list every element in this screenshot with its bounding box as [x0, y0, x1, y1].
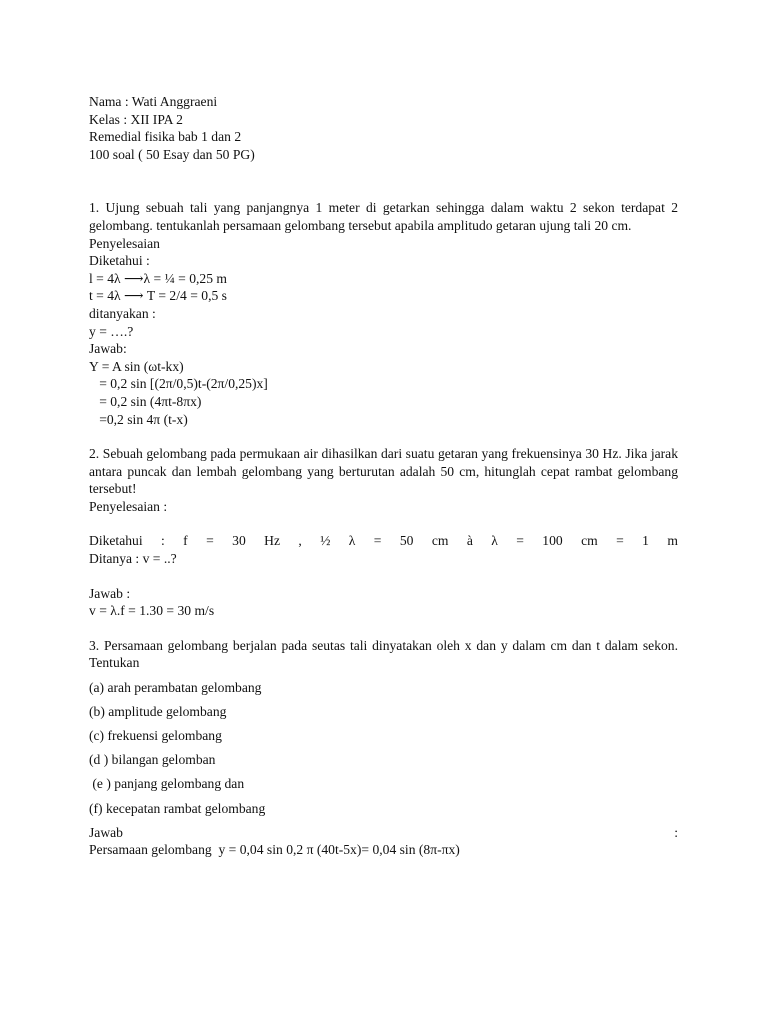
q3-option-a: (a) arah perambatan gelombang	[89, 680, 262, 696]
q2-ditanya: Ditanya : v = ..?	[89, 551, 177, 567]
q1-equation-3: = 0,2 sin (4πt-8πx)	[89, 393, 202, 409]
q1-unknown: y = ….?	[89, 323, 134, 339]
spacer	[89, 428, 678, 445]
q3-option-c: (c) frekuensi gelombang	[89, 728, 222, 744]
q1-jawab: Jawab:	[89, 341, 127, 357]
q1-equation-4: =0,2 sin 4π (t-x)	[89, 411, 188, 427]
q2-known-token: f	[183, 533, 188, 549]
q2-known-token: 100	[542, 533, 563, 549]
spacer	[89, 515, 678, 532]
question-count: 100 soal ( 50 Esay dan 50 PG)	[89, 146, 255, 162]
q2-known-token: 1	[642, 533, 649, 549]
q2-known-token: λ	[491, 533, 498, 549]
q2-known-token: m	[667, 533, 678, 549]
q2-known-token: λ	[348, 533, 356, 549]
q1-equation-1: Y = A sin (ωt-kx)	[89, 358, 184, 374]
q2-known-token: Hz	[264, 533, 280, 549]
q1-equation-2: = 0,2 sin [(2π/0,5)t-(2π/0,25)x]	[89, 376, 268, 392]
q2-known-token: cm	[431, 533, 449, 549]
q2-known-token: =	[373, 533, 382, 549]
q2-known-token: =	[516, 533, 524, 549]
q3-question: 3. Persamaan gelombang berjalan pada seutas tali dinyatakan oleh x dan y dalam cm dan t dalam sekon. Tentukan	[89, 637, 678, 671]
q3-option-b: (b) amplitude gelombang	[89, 704, 227, 720]
q2-known-token: =	[206, 533, 214, 549]
q1-ditanyakan: ditanyakan :	[89, 305, 156, 321]
q2-known-token: ,	[298, 533, 302, 549]
q3-option-d: (d ) bilangan gelomban	[89, 752, 216, 768]
spacer	[89, 620, 678, 637]
q2-known-token: :	[161, 533, 165, 549]
q2-known-token: 50	[399, 533, 414, 549]
q2-penyelesaian: Penyelesaian :	[89, 498, 168, 514]
q1-penyelesaian: Penyelesaian	[89, 235, 160, 251]
spacer	[89, 568, 678, 585]
q3-option-e: (e ) panjang gelombang dan	[89, 776, 245, 792]
q1-question: 1. Ujung sebuah tali yang panjangnya 1 meter di getarkan sehingga dalam waktu 2 sekon terdapat 2 gelombang. tentukanlah persamaan gelombang tersebut apabila amplitudo getaran ujung tali 20 cm.	[89, 200, 678, 233]
q2-known-token: Diketahui	[89, 533, 143, 549]
q3-jawab-line	[89, 824, 678, 842]
q3-option-f: (f) kecepatan rambat gelombang	[89, 800, 266, 816]
q2-known-token: ½	[320, 533, 331, 549]
q2-jawab: Jawab :	[89, 585, 131, 601]
q2-known-token: à	[466, 533, 473, 549]
assignment-subject: Remedial fisika bab 1 dan 2	[89, 129, 242, 145]
student-class: Kelas : XII IPA 2	[89, 111, 183, 127]
spacer	[89, 163, 678, 199]
q3-equation: Persamaan gelombang y = 0,04 sin 0,2 π (40t-5x)= 0,04 sin (8π-πx)	[89, 842, 460, 858]
student-name: Nama : Wati Anggraeni	[89, 94, 218, 109]
q2-known-token: =	[616, 533, 624, 549]
q2-answer: v = λ.f = 1.30 = 30 m/s	[89, 603, 215, 619]
q3-jawab-colon: :	[674, 824, 678, 840]
q2-question: 2. Sebuah gelombang pada permukaan air dihasilkan dari suatu getaran yang frekuensinya 30 Hz. Jika jarak antara puncak dan lembah gelombang yang berturutan adalah 50 cm, hitunglah cepat rambat gelombang tersebut!	[89, 446, 678, 497]
q1-length-line: l = 4λ ⟶λ = ¼ = 0,25 m	[89, 270, 227, 286]
q1-diketahui: Diketahui :	[89, 253, 150, 269]
q1-time-line: t = 4λ ⟶ T = 2/4 = 0,5 s	[89, 288, 227, 304]
q2-known-token: cm	[581, 533, 598, 549]
document-page	[89, 93, 678, 859]
q3-jawab: Jawab	[89, 824, 123, 840]
q2-diketahui-line	[89, 532, 678, 550]
q2-known-token: 30	[232, 533, 246, 549]
